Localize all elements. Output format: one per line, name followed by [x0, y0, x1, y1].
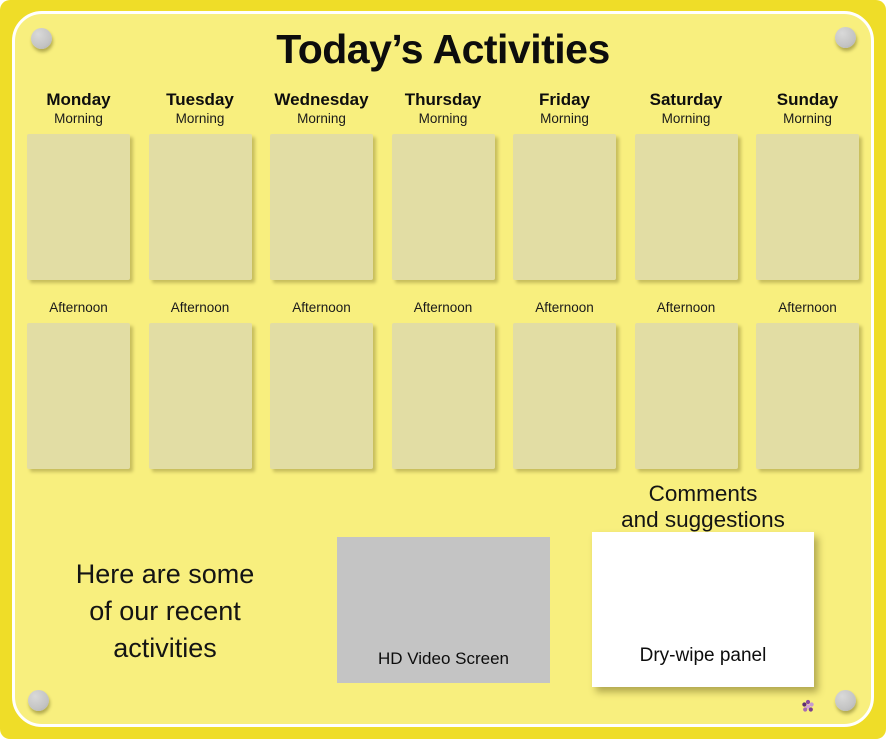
dry-wipe-panel [592, 532, 814, 687]
afternoon-label: Afternoon [170, 300, 230, 315]
afternoon-slot [270, 323, 373, 469]
day-name: Tuesday [166, 90, 234, 109]
hd-video-screen-label: HD Video Screen [377, 649, 510, 668]
morning-label: Morning [175, 111, 225, 126]
day-column-sunday [756, 90, 859, 469]
morning-slot [270, 134, 373, 280]
recent-activities-line: activities [113, 633, 217, 663]
day-column-tuesday [149, 90, 252, 469]
comments-heading [558, 481, 848, 533]
day-column-friday [513, 90, 616, 469]
afternoon-label: Afternoon [49, 300, 108, 315]
recent-activities-line: of our recent [89, 596, 241, 626]
mounting-screw-icon [28, 690, 49, 711]
afternoon-slot [756, 323, 859, 469]
page-title: Today’s Activities [276, 26, 610, 72]
day-name: Sunday [776, 90, 839, 109]
morning-slot [756, 134, 859, 280]
afternoon-slot [27, 323, 130, 469]
afternoon-slot [635, 323, 738, 469]
day-column-saturday [635, 90, 738, 469]
afternoon-slot [513, 323, 616, 469]
morning-slot [27, 134, 130, 280]
day-column-thursday [392, 90, 495, 469]
day-name: Wednesday [274, 90, 369, 109]
afternoon-label: Afternoon [535, 300, 594, 315]
morning-label: Morning [297, 111, 346, 126]
morning-label: Morning [418, 111, 468, 126]
morning-label: Morning [661, 111, 711, 126]
morning-label: Morning [54, 111, 103, 126]
day-name: Saturday [649, 90, 723, 109]
morning-label: Morning [540, 111, 589, 126]
afternoon-label: Afternoon [413, 300, 473, 315]
dry-wipe-panel-label: Dry-wipe panel [639, 645, 767, 666]
morning-slot [392, 134, 495, 280]
comments-heading-line: Comments [648, 481, 758, 506]
recent-activities-caption [30, 556, 300, 667]
morning-slot [149, 134, 252, 280]
afternoon-label: Afternoon [656, 300, 716, 315]
hd-video-screen [337, 537, 550, 683]
afternoon-label: Afternoon [778, 300, 837, 315]
day-name: Thursday [404, 90, 482, 109]
recent-activities-line: Here are some [75, 559, 255, 589]
afternoon-slot [392, 323, 495, 469]
comments-heading-line: and suggestions [621, 507, 785, 532]
day-name: Friday [538, 90, 591, 109]
morning-slot [635, 134, 738, 280]
day-column-wednesday [270, 90, 373, 469]
day-column-monday [27, 90, 130, 469]
afternoon-slot [149, 323, 252, 469]
morning-slot [513, 134, 616, 280]
brand-logo-icon [801, 699, 815, 713]
afternoon-label: Afternoon [292, 300, 351, 315]
day-name: Monday [46, 90, 111, 109]
week-grid [27, 90, 859, 469]
morning-label: Morning [783, 111, 832, 126]
mounting-screw-icon [835, 690, 856, 711]
